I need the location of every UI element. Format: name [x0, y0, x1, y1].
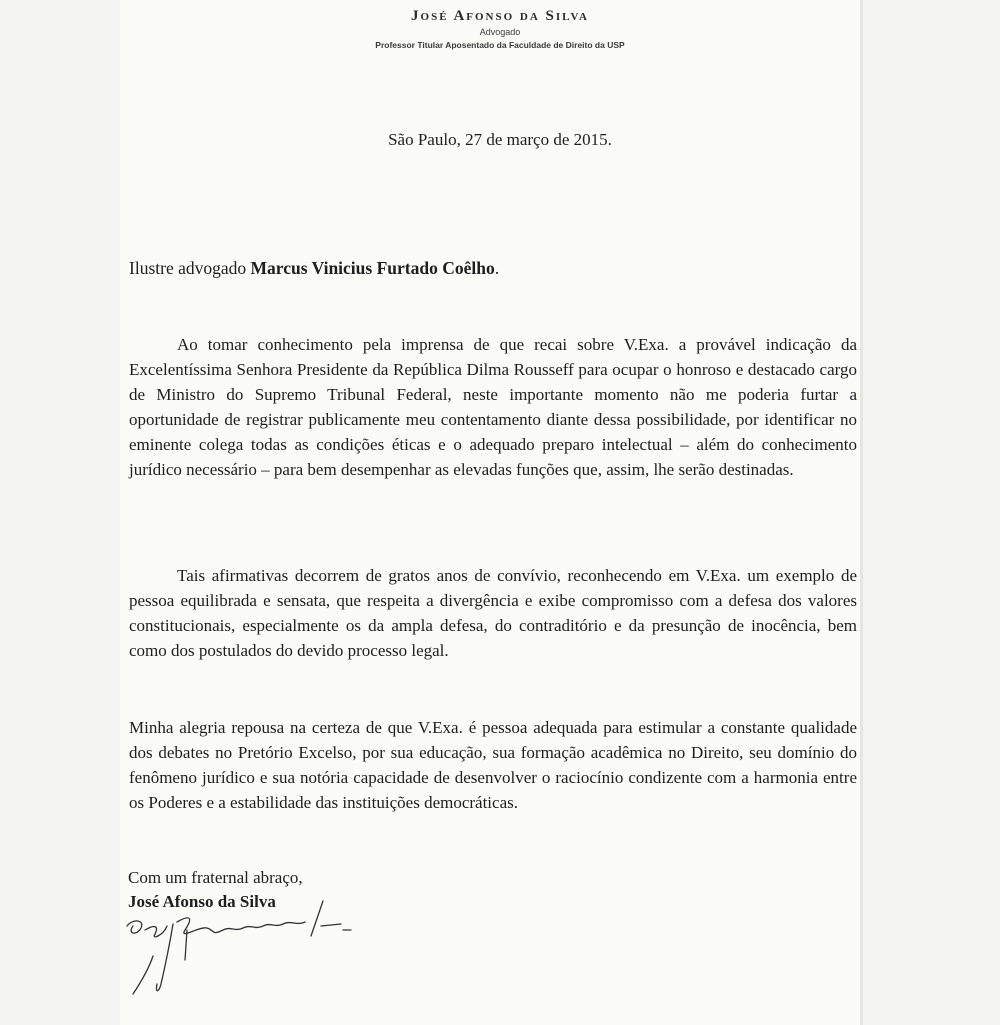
page-edge: [860, 0, 863, 1025]
body-paragraph-2: Tais afirmativas decorrem de gratos anos de convívio, reconhecendo em V.Exa. um exemplo de pessoa equilibrada e sensata, que respeita a divergência e exibe compromisso com a defesa dos valores constitucionais, especialmente os da ampla defesa, do contraditório e da presunção de inocência, bem como dos postulados do devido processo legal.: [129, 566, 857, 660]
letterhead-name: José Afonso da Silva: [411, 8, 589, 24]
closing: Com um fraternal abraço,: [128, 868, 303, 887]
salutation-prefix: Ilustre advogado: [129, 258, 251, 278]
salutation: [129, 258, 499, 279]
letterhead: [0, 6, 1000, 52]
body-paragraph-1: Ao tomar conhecimento pela imprensa de que recai sobre V.Exa. a provável indicação da Excelentíssima Senhora Presidente da República Dilma Rousseff para ocupar o honroso e destacado cargo de Ministro do Supremo Tribunal Federal, neste importante momento não me poderia furtar a oportunidade de registrar publicamente meu contentamento diante dessa possibilidade, por identificar no eminente colega todas as condições éticas e o adequado preparo intelectual – além do conhecimento jurídico necessário – para bem desempenhar as elevadas funções que, assim, lhe serão destinadas.: [129, 335, 857, 479]
letterhead-title: Professor Titular Aposentado da Faculdade de Direito da USP: [375, 40, 625, 50]
handwritten-signature: [115, 896, 375, 1006]
salutation-suffix: .: [494, 258, 500, 278]
recipient-name: Marcus Vinicius Furtado Coêlho: [250, 258, 495, 278]
letterhead-role: Advogado: [479, 27, 521, 37]
dateline: São Paulo, 27 de março de 2015.: [388, 130, 612, 149]
signer-name: José Afonso da Silva: [128, 892, 276, 911]
body-paragraph-3: Minha alegria repousa na certeza de que V.Exa. é pessoa adequada para estimular a constante qualidade dos debates no Pretório Excelso, por sua educação, sua formação acadêmica no Direito, seu domínio do fenômeno jurídico e sua notória capacidade de desenvolver o raciocínio condizente com a harmonia entre os Poderes e a estabilidade das instituições democráticas.: [129, 718, 857, 812]
